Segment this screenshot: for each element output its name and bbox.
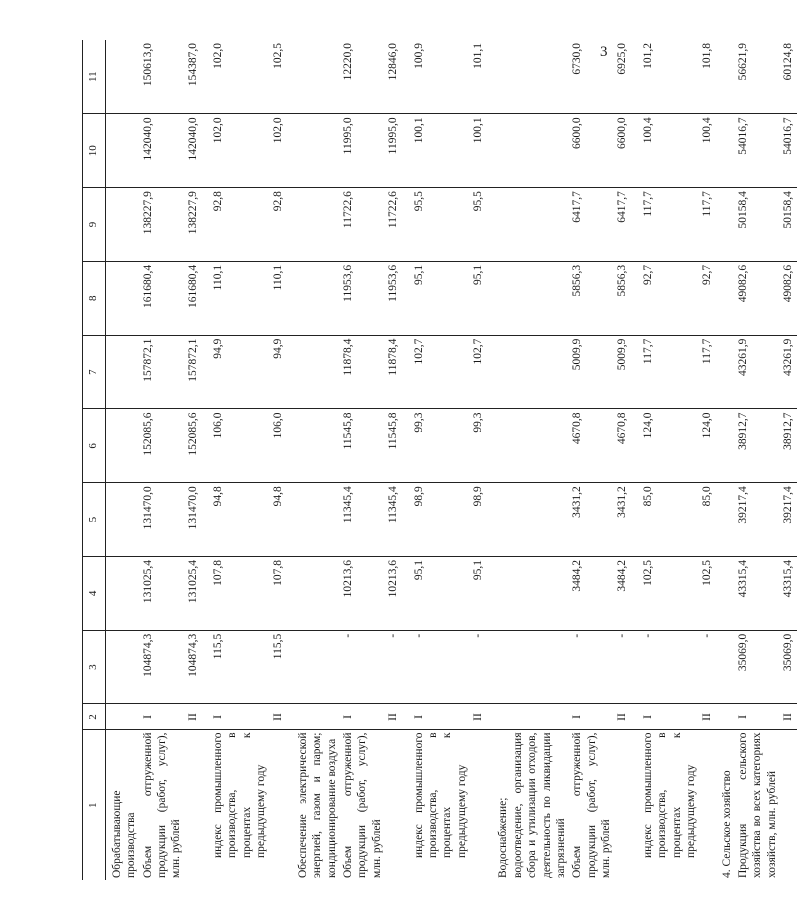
value-cell: 92,8 bbox=[270, 188, 286, 262]
value-cell: 106,0 bbox=[270, 409, 286, 483]
row-label: Объем отгруженной продукции (работ, услуг), млн. рублей bbox=[571, 732, 612, 878]
value-cell: 157872,1 bbox=[140, 335, 185, 409]
row-label: Объем отгруженной продукции (работ, услуг), млн. рублей bbox=[141, 732, 183, 878]
table-row bbox=[614, 40, 630, 880]
value-cell: 6730,0 bbox=[569, 40, 614, 114]
value-cell bbox=[486, 40, 569, 114]
table-row bbox=[631, 40, 700, 880]
value-cell: 131470,0 bbox=[140, 483, 185, 557]
value-cell bbox=[105, 114, 139, 188]
value-cell: 5009,9 bbox=[614, 335, 630, 409]
value-cell: 50158,4 bbox=[780, 188, 796, 262]
value-cell: 124,0 bbox=[631, 409, 700, 483]
value-cell: 56621,9 bbox=[735, 40, 780, 114]
row-label: Обрабатывающие производства bbox=[110, 790, 138, 878]
variant-cell: I bbox=[340, 704, 385, 730]
variant-cell: I bbox=[201, 704, 270, 730]
value-cell: 6600,0 bbox=[614, 114, 630, 188]
value-cell: 3484,2 bbox=[569, 556, 614, 630]
value-cell bbox=[716, 483, 735, 557]
row-label bbox=[470, 730, 486, 880]
row-label bbox=[614, 730, 630, 880]
value-cell: 92,7 bbox=[631, 261, 700, 335]
rotated-table-container bbox=[82, 40, 795, 880]
value-cell: 100,4 bbox=[631, 114, 700, 188]
column-header: 8 bbox=[83, 261, 106, 335]
value-cell: 35069,0 bbox=[780, 630, 796, 704]
page-number: 3 bbox=[600, 44, 608, 60]
table-row bbox=[486, 40, 569, 880]
variant-cell bbox=[716, 704, 735, 730]
value-cell: 10213,6 bbox=[340, 556, 385, 630]
table-row bbox=[270, 40, 286, 880]
column-header: 2 bbox=[83, 704, 106, 730]
value-cell bbox=[716, 335, 735, 409]
value-cell: 6925,0 bbox=[614, 40, 630, 114]
table-row bbox=[286, 40, 340, 880]
row-label bbox=[385, 730, 401, 880]
value-cell: 85,0 bbox=[699, 483, 715, 557]
value-cell: 85,0 bbox=[631, 483, 700, 557]
value-cell: 124,0 bbox=[699, 409, 715, 483]
table-row bbox=[140, 40, 185, 880]
value-cell: 98,9 bbox=[402, 483, 471, 557]
value-cell: 117,7 bbox=[699, 335, 715, 409]
table-row bbox=[699, 40, 715, 880]
value-cell: 95,1 bbox=[470, 261, 486, 335]
value-cell bbox=[486, 335, 569, 409]
table-row bbox=[385, 40, 401, 880]
column-header: 9 bbox=[83, 188, 106, 262]
value-cell bbox=[486, 114, 569, 188]
value-cell: 38912,7 bbox=[735, 409, 780, 483]
value-cell bbox=[286, 335, 340, 409]
value-cell: 12220,0 bbox=[340, 40, 385, 114]
value-cell: 142040,0 bbox=[185, 114, 201, 188]
value-cell: 11878,4 bbox=[340, 335, 385, 409]
value-cell: 99,3 bbox=[402, 409, 471, 483]
table-row bbox=[735, 40, 780, 880]
row-label: Объем отгруженной продукции (работ, услуг), млн. рублей bbox=[342, 732, 383, 878]
row-label bbox=[699, 730, 715, 880]
value-cell bbox=[286, 40, 340, 114]
value-cell: 157872,1 bbox=[185, 335, 201, 409]
value-cell: 92,7 bbox=[699, 261, 715, 335]
value-cell bbox=[286, 556, 340, 630]
variant-cell: II bbox=[699, 704, 715, 730]
value-cell: 3484,2 bbox=[614, 556, 630, 630]
value-cell: 152085,6 bbox=[140, 409, 185, 483]
value-cell: 101,8 bbox=[699, 40, 715, 114]
row-label bbox=[185, 730, 201, 880]
value-cell: 99,3 bbox=[470, 409, 486, 483]
value-cell: 43315,4 bbox=[735, 556, 780, 630]
value-cell bbox=[716, 261, 735, 335]
value-cell: 142040,0 bbox=[140, 114, 185, 188]
value-cell: - bbox=[385, 630, 401, 704]
value-cell: 102,0 bbox=[201, 114, 270, 188]
value-cell: 92,8 bbox=[201, 188, 270, 262]
table-row bbox=[185, 40, 201, 880]
value-cell: 6417,7 bbox=[614, 188, 630, 262]
value-cell: 39217,4 bbox=[735, 483, 780, 557]
value-cell: 94,8 bbox=[201, 483, 270, 557]
value-cell bbox=[486, 483, 569, 557]
table-row bbox=[780, 40, 796, 880]
value-cell bbox=[105, 188, 139, 262]
value-cell: 94,9 bbox=[201, 335, 270, 409]
column-header: 6 bbox=[83, 409, 106, 483]
table-row bbox=[569, 40, 614, 880]
value-cell: 5856,3 bbox=[569, 261, 614, 335]
value-cell: 60124,8 bbox=[780, 40, 796, 114]
value-cell: 4670,8 bbox=[569, 409, 614, 483]
column-header: 5 bbox=[83, 483, 106, 557]
value-cell: 3431,2 bbox=[614, 483, 630, 557]
table-row bbox=[340, 40, 385, 880]
value-cell: 131025,4 bbox=[185, 556, 201, 630]
value-cell: 102,7 bbox=[470, 335, 486, 409]
variant-cell: I bbox=[140, 704, 185, 730]
value-cell: 110,1 bbox=[201, 261, 270, 335]
variant-cell: II bbox=[185, 704, 201, 730]
value-cell: 138227,9 bbox=[140, 188, 185, 262]
column-header: 10 bbox=[83, 114, 106, 188]
row-label: Обеспечение электрической энергией, газом и паром; кондиционирование воздуха bbox=[296, 732, 338, 878]
value-cell: 161680,4 bbox=[140, 261, 185, 335]
value-cell bbox=[716, 630, 735, 704]
value-cell: 95,5 bbox=[402, 188, 471, 262]
value-cell: 101,1 bbox=[470, 40, 486, 114]
value-cell: 5856,3 bbox=[614, 261, 630, 335]
value-cell: 102,0 bbox=[201, 40, 270, 114]
value-cell: 131025,4 bbox=[140, 556, 185, 630]
value-cell: 117,7 bbox=[631, 335, 700, 409]
variant-cell: I bbox=[402, 704, 471, 730]
value-cell bbox=[286, 261, 340, 335]
value-cell: 107,8 bbox=[270, 556, 286, 630]
value-cell bbox=[486, 409, 569, 483]
value-cell: 102,7 bbox=[402, 335, 471, 409]
table-row bbox=[105, 40, 139, 880]
value-cell: 95,1 bbox=[402, 556, 471, 630]
value-cell: 138227,9 bbox=[185, 188, 201, 262]
variant-cell: II bbox=[614, 704, 630, 730]
value-cell: 43261,9 bbox=[780, 335, 796, 409]
variant-cell: II bbox=[385, 704, 401, 730]
value-cell: 10213,6 bbox=[385, 556, 401, 630]
value-cell bbox=[105, 335, 139, 409]
value-cell: - bbox=[699, 630, 715, 704]
value-cell: 115,5 bbox=[270, 630, 286, 704]
value-cell: 50158,4 bbox=[735, 188, 780, 262]
value-cell bbox=[105, 409, 139, 483]
value-cell: 150613,0 bbox=[140, 40, 185, 114]
value-cell: 39217,4 bbox=[780, 483, 796, 557]
value-cell: 161680,4 bbox=[185, 261, 201, 335]
value-cell: 115,5 bbox=[201, 630, 270, 704]
column-header: 11 bbox=[83, 40, 106, 114]
value-cell: 54016,7 bbox=[735, 114, 780, 188]
value-cell: 117,7 bbox=[631, 188, 700, 262]
value-cell: 100,1 bbox=[402, 114, 471, 188]
value-cell: 11878,4 bbox=[385, 335, 401, 409]
value-cell: 11545,8 bbox=[340, 409, 385, 483]
value-cell: 95,5 bbox=[470, 188, 486, 262]
value-cell: 102,0 bbox=[270, 114, 286, 188]
value-cell: 94,8 bbox=[270, 483, 286, 557]
value-cell: 11953,6 bbox=[340, 261, 385, 335]
row-label: индекс промышленного производства, в процентах к предыдущему году bbox=[412, 732, 468, 858]
value-cell: 100,4 bbox=[699, 114, 715, 188]
value-cell: 11995,0 bbox=[340, 114, 385, 188]
value-cell: 117,7 bbox=[699, 188, 715, 262]
value-cell bbox=[105, 483, 139, 557]
value-cell bbox=[486, 261, 569, 335]
value-cell bbox=[486, 556, 569, 630]
value-cell: - bbox=[614, 630, 630, 704]
value-cell: 11345,4 bbox=[385, 483, 401, 557]
value-cell bbox=[105, 630, 139, 704]
value-cell: 104874,3 bbox=[185, 630, 201, 704]
value-cell: 11345,4 bbox=[340, 483, 385, 557]
table-row bbox=[201, 40, 270, 880]
variant-cell bbox=[286, 704, 340, 730]
value-cell bbox=[286, 409, 340, 483]
table-row bbox=[470, 40, 486, 880]
forecast-table bbox=[82, 40, 797, 880]
row-label bbox=[780, 730, 796, 880]
value-cell: - bbox=[631, 630, 700, 704]
value-cell bbox=[486, 188, 569, 262]
value-cell: 11953,6 bbox=[385, 261, 401, 335]
value-cell: 11722,6 bbox=[340, 188, 385, 262]
value-cell bbox=[105, 261, 139, 335]
value-cell: 100,9 bbox=[402, 40, 471, 114]
value-cell: 98,9 bbox=[470, 483, 486, 557]
row-label: индекс промышленного производства, в процентах к предыдущему году bbox=[212, 732, 268, 858]
row-label bbox=[270, 730, 286, 880]
value-cell bbox=[105, 40, 139, 114]
variant-cell: I bbox=[735, 704, 780, 730]
variant-cell: II bbox=[470, 704, 486, 730]
variant-cell: I bbox=[569, 704, 614, 730]
value-cell bbox=[105, 556, 139, 630]
variant-cell bbox=[105, 704, 139, 730]
value-cell: 5009,9 bbox=[569, 335, 614, 409]
value-cell bbox=[716, 409, 735, 483]
value-cell: 95,1 bbox=[402, 261, 471, 335]
value-cell: 100,1 bbox=[470, 114, 486, 188]
value-cell bbox=[716, 114, 735, 188]
value-cell: 104874,3 bbox=[140, 630, 185, 704]
table-row bbox=[402, 40, 471, 880]
value-cell: 49082,6 bbox=[735, 261, 780, 335]
row-label: Водоснабжение; водоотведение, организация сбора и утилизации отходов, деятельность по ликвидации загрязнений bbox=[497, 732, 567, 878]
value-cell: 102,5 bbox=[699, 556, 715, 630]
value-cell bbox=[716, 40, 735, 114]
table-row bbox=[716, 40, 735, 880]
column-header: 1 bbox=[83, 730, 106, 880]
row-label: индекс промышленного производства, в процентах к предыдущему году bbox=[641, 732, 697, 858]
value-cell: 11545,8 bbox=[385, 409, 401, 483]
value-cell: 6600,0 bbox=[569, 114, 614, 188]
column-header: 4 bbox=[83, 556, 106, 630]
value-cell bbox=[286, 188, 340, 262]
row-label: 4. Сельское хозяйство bbox=[720, 770, 733, 878]
value-cell: - bbox=[470, 630, 486, 704]
value-cell: 11995,0 bbox=[385, 114, 401, 188]
value-cell: 106,0 bbox=[201, 409, 270, 483]
value-cell bbox=[716, 188, 735, 262]
value-cell: 131470,0 bbox=[185, 483, 201, 557]
variant-cell: II bbox=[780, 704, 796, 730]
value-cell: 107,8 bbox=[201, 556, 270, 630]
column-header: 3 bbox=[83, 630, 106, 704]
value-cell: 95,1 bbox=[470, 556, 486, 630]
header-row bbox=[83, 40, 106, 880]
value-cell: 110,1 bbox=[270, 261, 286, 335]
value-cell: 102,5 bbox=[631, 556, 700, 630]
value-cell: 38912,7 bbox=[780, 409, 796, 483]
column-header: 7 bbox=[83, 335, 106, 409]
variant-cell: I bbox=[631, 704, 700, 730]
variant-cell bbox=[486, 704, 569, 730]
variant-cell: II bbox=[270, 704, 286, 730]
value-cell: 43261,9 bbox=[735, 335, 780, 409]
value-cell: 102,5 bbox=[270, 40, 286, 114]
value-cell: 49082,6 bbox=[780, 261, 796, 335]
value-cell: 101,2 bbox=[631, 40, 700, 114]
value-cell bbox=[286, 114, 340, 188]
value-cell: 43315,4 bbox=[780, 556, 796, 630]
value-cell: - bbox=[340, 630, 385, 704]
value-cell: 3431,2 bbox=[569, 483, 614, 557]
value-cell bbox=[286, 630, 340, 704]
value-cell bbox=[486, 630, 569, 704]
value-cell: 154387,0 bbox=[185, 40, 201, 114]
value-cell: - bbox=[402, 630, 471, 704]
value-cell bbox=[286, 483, 340, 557]
value-cell: 54016,7 bbox=[780, 114, 796, 188]
value-cell bbox=[716, 556, 735, 630]
value-cell: 4670,8 bbox=[614, 409, 630, 483]
value-cell: 6417,7 bbox=[569, 188, 614, 262]
value-cell: 35069,0 bbox=[735, 630, 780, 704]
value-cell: 94,9 bbox=[270, 335, 286, 409]
row-label: Продукция сельского хозяйства во всех категориях хозяйств, млн. рублей bbox=[737, 732, 778, 878]
value-cell: 152085,6 bbox=[185, 409, 201, 483]
value-cell: - bbox=[569, 630, 614, 704]
value-cell: 12846,0 bbox=[385, 40, 401, 114]
value-cell: 11722,6 bbox=[385, 188, 401, 262]
